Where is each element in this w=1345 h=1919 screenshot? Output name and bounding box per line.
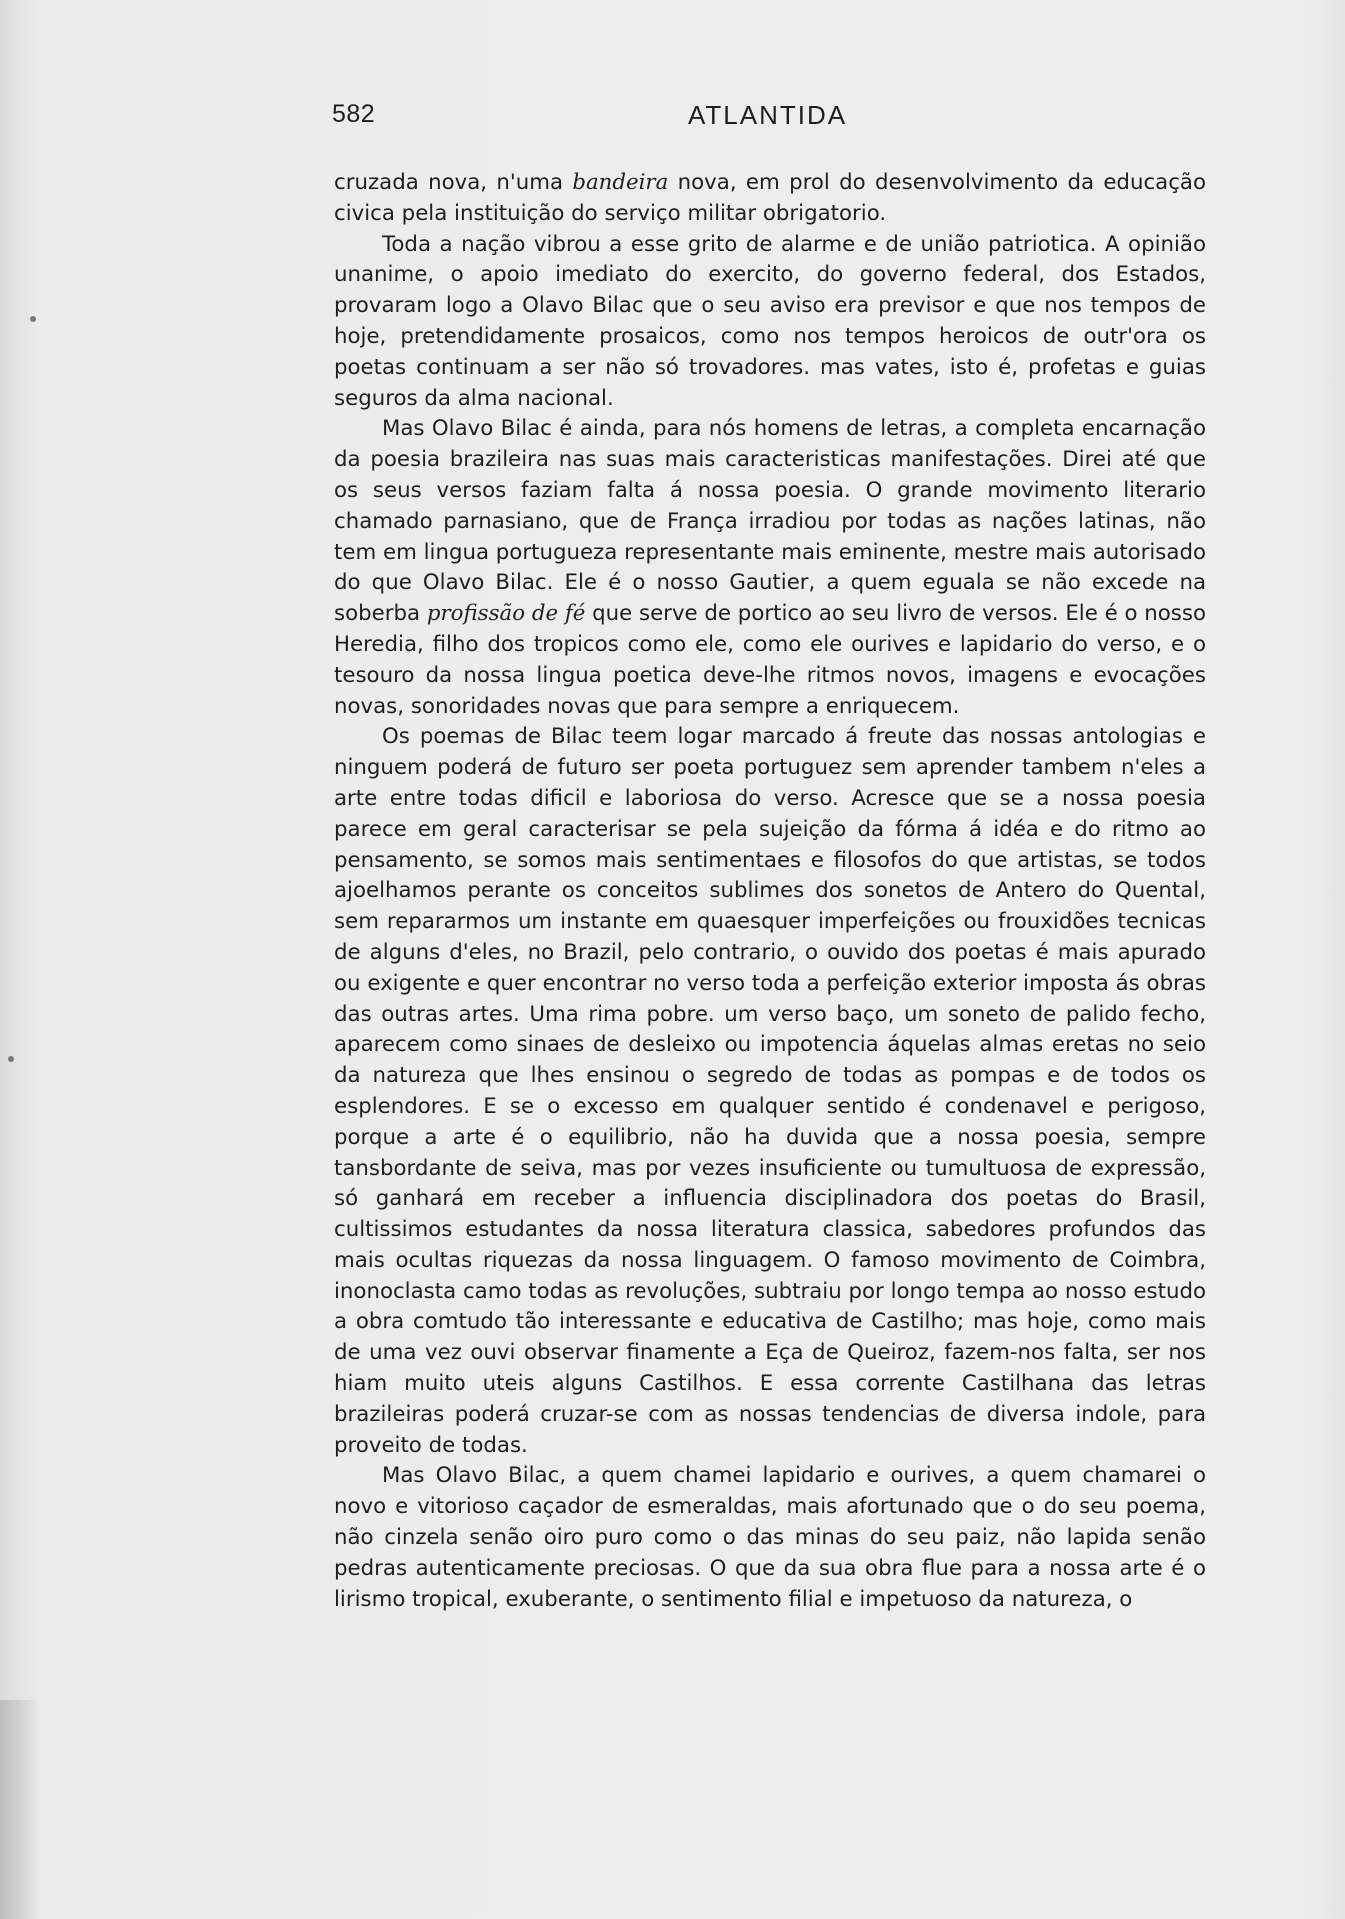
paragraph-2-text: Toda a nação vibrou a esse grito de alarme e de união patriotica. A opinião unanime, o apoio imediato do exercito, do governo federal, dos Estados, provaram logo a Olavo Bilac que o seu aviso era previsor e que nos tempos de hoje, pretendidamente prosaicos, como nos tempos heroicos de outr'ora os poetas continuam a ser não só trovadores. mas vates, isto é, profetas e guias seguros da alma nacional. (334, 231, 1206, 411)
paragraph-5-text: Mas Olavo Bilac, a quem chamei lapidario e ourives, a quem chamarei o novo e vitorioso caçador de esmeraldas, mais afortunado que o do seu poema, não cinzela senão oiro puro como o das minas do seu paiz, não lapida senão pedras autenticamente preciosas. O que da sua obra flue para a nossa arte é o lirismo tropical, exuberante, o sentimento filial e impetuoso da natureza, o (334, 1463, 1206, 1612)
article-body (334, 168, 1206, 1615)
margin-speck (8, 1056, 14, 1062)
italic-phrase-profissao-de-fe: profissão de fé (426, 601, 586, 627)
paragraph-3-text: Mas Olavo Bilac é ainda, para nós homens de letras, a completa encarnação da poesia brazileira nas suas mais caracteristicas manifestações. Direi até que os seus versos faziam falta á nossa poesia. O grande movimento literario chamado parnasiano, que de França irradiou por todas as nações latinas, não tem em lingua portugueza representante mais eminente, mestre mais autorisado do que Olavo Bilac. Ele é o nosso Gautier, a quem eguala se não excede na soberba (334, 416, 1206, 627)
page-edge-shadow (0, 1700, 40, 1919)
paragraph-4-text: Os poemas de Bilac teem logar marcado á freute das nossas antologias e ninguem poderá de futuro ser poeta portuguez sem aprender tambem n'eles a arte entre todas dificil e laboriosa do verso. Acresce que se a nossa poesia parece em geral caracterisar se pela sujeição da fórma á idéa e do ritmo ao pensamento, se somos mais sentimentaes e filosofos do que artistas, se todos ajoelhamos perante os conceitos sublimes dos sonetos de Antero do Quental, sem repararmos um instante em quaesquer imperfeições ou frouxidões tecnicas de alguns d'eles, no Brazil, pelo contrario, o ouvido dos poetas é mais apurado ou exigente e quer encontrar no verso toda a perfeição exterior imposta ás obras das outras artes. Uma rima pobre. um verso baço, um soneto de palido fecho, aparecem como sinaes de desleixo ou impotencia áquelas almas eretas no seio da natureza que lhes ensinou o segredo de todas as pompas e de todos os esplendores. E se o excesso em qualquer sentido é condenavel e perigoso, porque a arte é o equilibrio, não ha duvida que a nossa poesia, sempre tansbordante de seiva, mas por vezes insuficiente ou tumultuosa de expressão, só ganhará em receber a influencia disciplinadora dos poetas do Brasil, cultissimos estudantes da nossa literatura classica, sabedores profundos das mais ocultas riquezas da nossa linguagem. O famoso movimento de Coimbra, inonoclasta camo todas as revoluções, subtraiu por longo tempa ao nosso estudo a obra comtudo tão interessante e educativa de Castilho; mas hoje, como mais de uma vez ouvi observar finamente a Eça de Queiroz, fazem-nos falta, ser nos hiam muito uteis alguns Castilhos. E essa corrente Castilhana das letras brazileiras poderá cruzar-se com as nossas tendencias de diversa indole, para proveito de todas. (334, 724, 1206, 1458)
page-number: 582 (332, 100, 376, 128)
page-header (332, 100, 847, 140)
paragraph-1-text-end: nova, em prol do desenvolvimento da educação civica pela instituição do serviço militar obrigatorio. (334, 170, 1207, 226)
margin-speck (30, 316, 36, 322)
italic-word-bandeira: bandeira (572, 170, 669, 195)
paragraph-5 (334, 1461, 1206, 1615)
paragraph-1 (334, 168, 1206, 230)
paragraph-2 (334, 230, 1206, 415)
paragraph-4 (334, 722, 1206, 1461)
running-title: ATLANTIDA (688, 100, 848, 130)
paragraph-3-text-end: que serve de portico ao seu livro de versos. Ele é o nosso Heredia, filho dos tropicos como ele, como ele ourives e lapidario do verso, e o tesouro da nossa lingua poetica deve-lhe ritmos novos, imagens e evocações novas, sonoridades novas que para sempre a enriquecem. (334, 601, 1207, 719)
paragraph-1-text: cruzada nova, n'uma (334, 170, 573, 195)
paragraph-3 (334, 414, 1206, 722)
